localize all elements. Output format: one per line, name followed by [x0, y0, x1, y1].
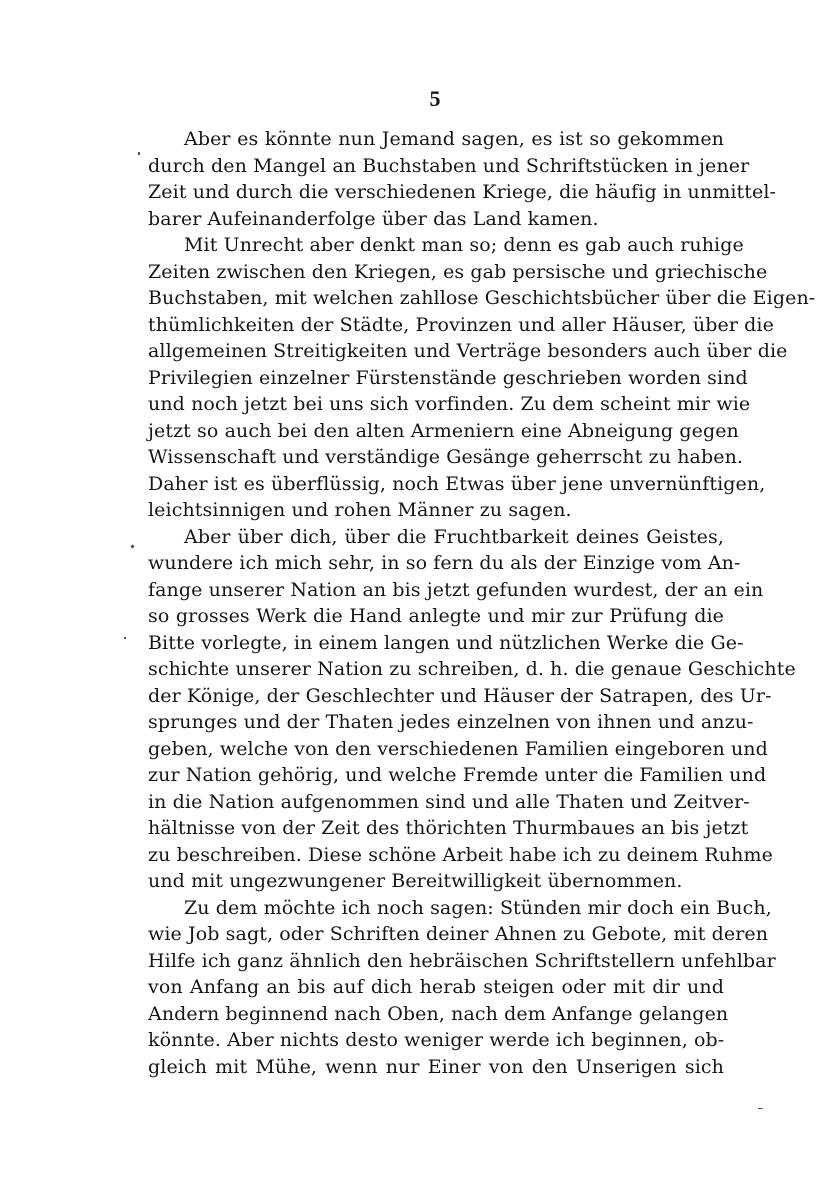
text-line: schichte unserer Nation zu schreiben, d. h. die genaue Geschichte	[148, 658, 796, 680]
text-line: barer Aufeinanderfolge über das Land kamen.	[148, 207, 599, 230]
text-line: zu beschreiben. Diese schöne Arbeit habe ich zu deinem Ruhme	[148, 843, 773, 866]
text-line: thümlichkeiten der Städte, Provinzen und aller Häuser, über die	[148, 313, 774, 336]
text-line: und noch jetzt bei uns sich vorfinden. Zu dem scheint mir wie	[148, 393, 751, 415]
text-line: durch den Mangel an Buchstaben und Schriftstücken in jener	[148, 154, 750, 177]
text-line: Wissenschaft und verständige Gesänge geherrscht zu haben.	[148, 446, 744, 468]
text-line: und mit ungezwungener Bereitwilligkeit übernommen.	[148, 870, 683, 892]
text-line: wie Job sagt, oder Schriften deiner Ahnen zu Gebote, mit deren	[148, 923, 769, 945]
text-line: fange unserer Nation an bis jetzt gefunden wurdest, der an ein	[148, 578, 764, 601]
text-line: Aber über dich, über die Fruchtbarkeit deines Geistes,	[184, 525, 724, 548]
text-line: in die Nation aufgenommen sind und alle Thaten und Zeitver-	[148, 790, 750, 813]
text-line: jetzt so auch bei den alten Armeniern eine Abneigung gegen	[148, 419, 739, 442]
paragraph	[148, 232, 816, 524]
text-line: geben, welche von den verschiedenen Familien eingeboren und	[148, 737, 768, 760]
text-line: leichtsinnigen und rohen Männer zu sagen.	[148, 499, 572, 521]
paragraph	[148, 895, 776, 1081]
text-line: hältnisse von der Zeit des thörichten Thurmbaues an bis jetzt	[148, 817, 749, 839]
scan-mark	[758, 1108, 763, 1109]
body-text	[148, 126, 816, 1080]
scan-mark	[130, 544, 134, 548]
text-line: sprunges und der Thaten jedes einzelnen von ihnen und anzu-	[148, 711, 754, 733]
page-number: 5	[429, 86, 441, 111]
text-line: könnte. Aber nichts desto weniger werde ich beginnen, ob-	[148, 1029, 725, 1051]
text-line: Hilfe ich ganz ähnlich den hebräischen Schriftstellern unfehlbar	[148, 949, 776, 972]
text-line: Bitte vorlegte, in einem langen und nützlichen Werke die Ge-	[148, 631, 744, 654]
text-line: Daher ist es überflüssig, noch Etwas über jene unvernünftigen,	[148, 472, 766, 495]
text-line: Zeiten zwischen den Kriegen, es gab persische und griechische	[148, 260, 768, 283]
text-line: so grosses Werk die Hand anlegte und mir zur Prüfung die	[148, 605, 724, 627]
text-line: von Anfang an bis auf dich herab steigen oder mit dir und	[148, 976, 724, 998]
text-line: gleich mit Mühe, wenn nur Einer von den Unserigen sich	[148, 1055, 724, 1078]
paragraph	[148, 524, 796, 895]
text-line: Zeit und durch die verschiedenen Kriege, die häufig in unmittel-	[148, 181, 777, 203]
scan-mark	[124, 637, 126, 639]
text-line: zur Nation gehörig, und welche Fremde unter die Familien und	[148, 764, 767, 786]
text-line: Aber es könnte nun Jemand sagen, es ist so gekommen	[184, 128, 724, 150]
text-line: der Könige, der Geschlechter und Häuser der Satrapen, des Ur-	[148, 684, 772, 707]
text-line: Zu dem möchte ich noch sagen: Stünden mir doch ein Buch,	[184, 896, 772, 919]
text-line: Mit Unrecht aber denkt man so; denn es gab auch ruhige	[184, 234, 744, 256]
paragraph	[148, 126, 777, 232]
text-line: Andern beginnend nach Oben, nach dem Anfange gelangen	[148, 1002, 729, 1025]
text-line: Buchstaben, mit welchen zahllose Geschichtsbücher über die Eigen-	[148, 287, 816, 309]
scan-mark	[138, 152, 140, 155]
text-line: allgemeinen Streitigkeiten und Verträge besonders auch über die	[148, 340, 788, 362]
text-line: Privilegien einzelner Fürstenstände geschrieben worden sind	[148, 366, 748, 389]
text-line: wundere ich mich sehr, in so fern du als der Einzige vom An-	[148, 552, 741, 574]
